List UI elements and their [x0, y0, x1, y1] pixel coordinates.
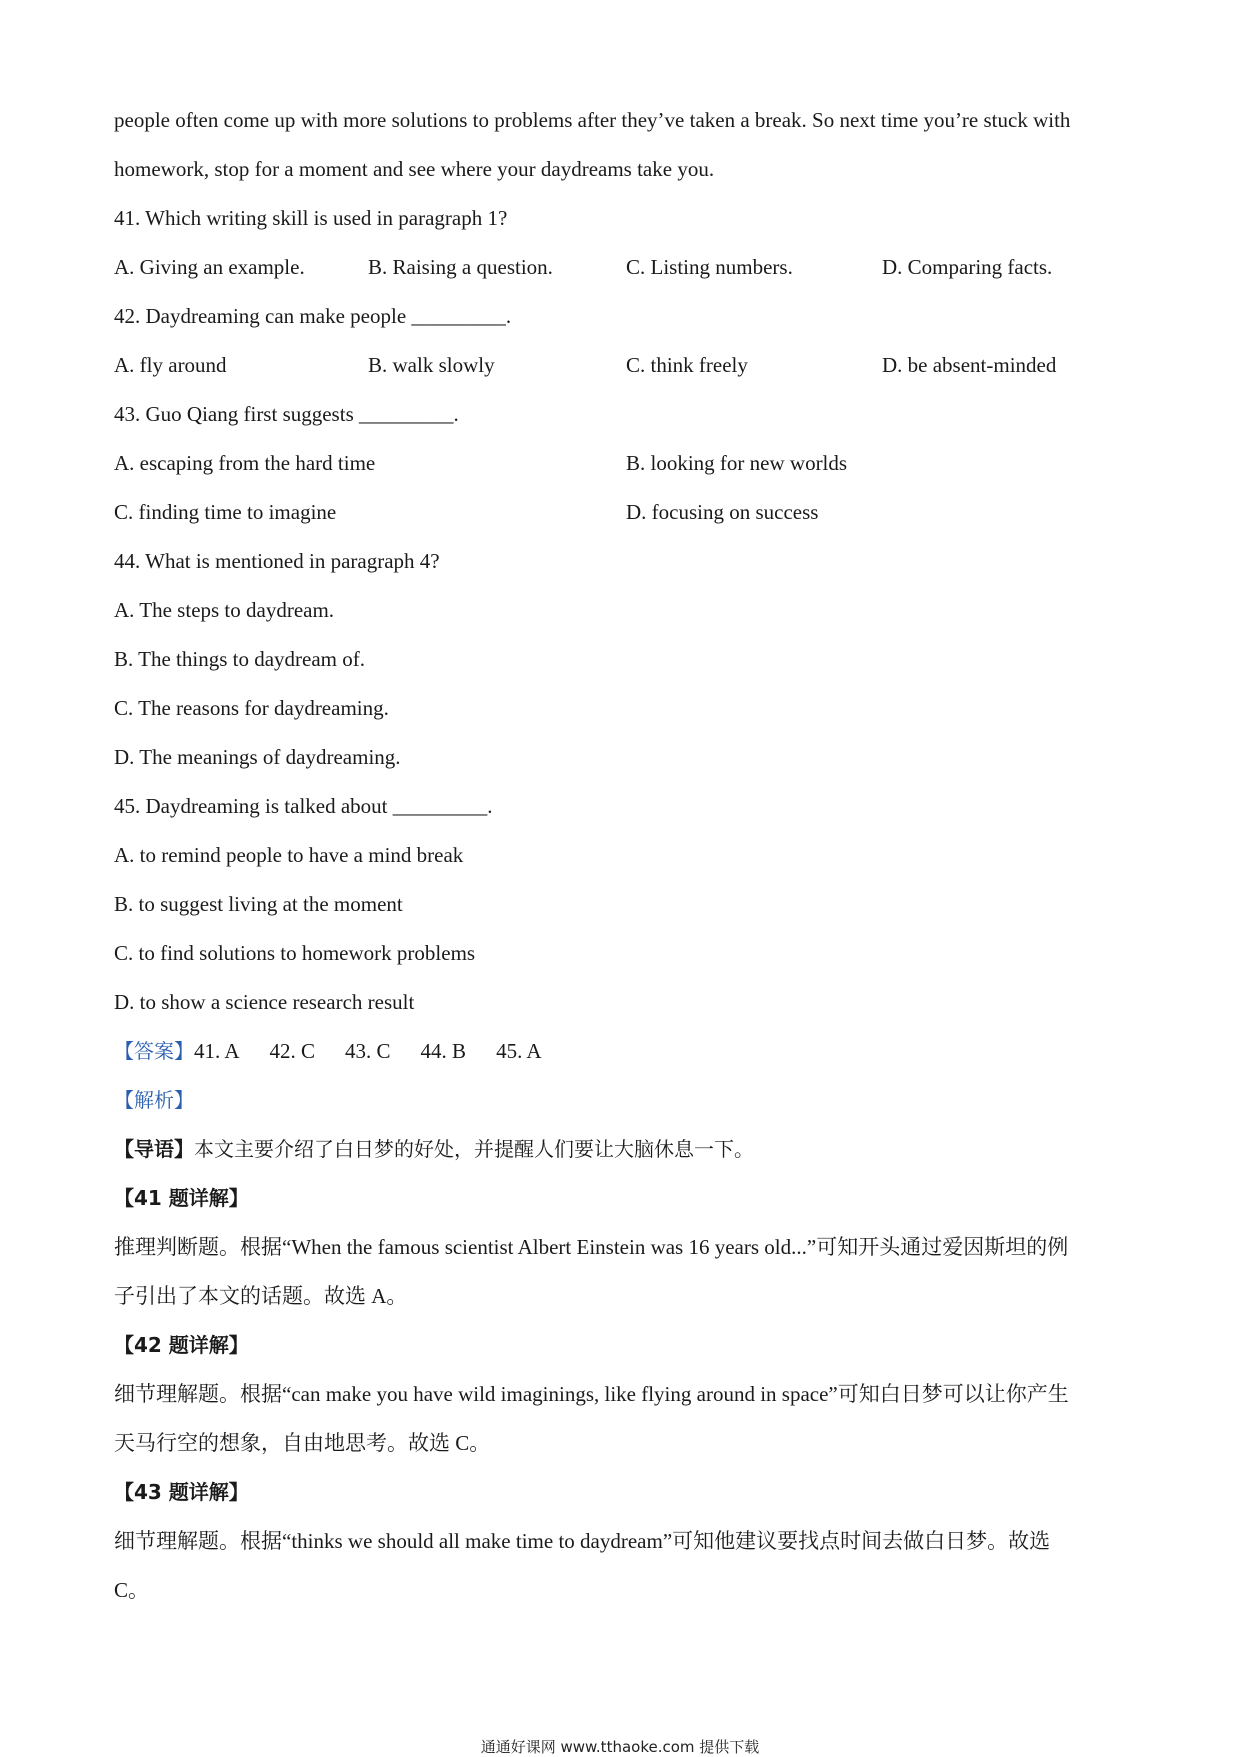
option: A. fly around	[114, 353, 227, 377]
question-stem: 41. Which writing skill is used in paragraph 1?	[114, 206, 508, 230]
option: A. Giving an example.	[114, 255, 305, 279]
option: C. think freely	[626, 353, 748, 377]
option: C. finding time to imagine	[114, 500, 337, 524]
question-stem: 42. Daydreaming can make people _________.	[114, 304, 512, 328]
passage-line: homework, stop for a moment and see where your daydreams take you.	[114, 157, 715, 181]
option: C. Listing numbers.	[626, 255, 793, 279]
detail-text: 天马行空的想象，自由地思考。故选 C。	[114, 1431, 491, 1455]
detail-label: 【41 题详解】	[114, 1186, 249, 1210]
detail-label: 【43 题详解】	[114, 1480, 249, 1504]
option: D. focusing on success	[626, 500, 819, 524]
option: C. The reasons for daydreaming.	[114, 696, 389, 720]
option: D. be absent-minded	[882, 353, 1057, 377]
option: B. walk slowly	[368, 353, 495, 377]
option: C. to find solutions to homework problems	[114, 941, 476, 965]
answer-item: 44. B	[420, 1039, 467, 1063]
intro-label: 【导语】	[114, 1137, 194, 1161]
answer-item: 41. A	[194, 1039, 240, 1063]
option: B. to suggest living at the moment	[114, 892, 403, 916]
question-stem: 43. Guo Qiang first suggests _________.	[114, 402, 459, 426]
option: D. Comparing facts.	[882, 255, 1053, 279]
option: D. to show a science research result	[114, 990, 415, 1014]
option: B. looking for new worlds	[626, 451, 848, 475]
option: A. to remind people to have a mind break	[114, 843, 464, 867]
intro-text: 本文主要介绍了白日梦的好处，并提醒人们要让大脑休息一下。	[194, 1137, 754, 1161]
intro-line	[114, 1135, 754, 1163]
analysis-label: 【解析】	[114, 1088, 194, 1112]
question-stem: 44. What is mentioned in paragraph 4?	[114, 549, 440, 573]
option: B. The things to daydream of.	[114, 647, 365, 671]
option: A. escaping from the hard time	[114, 451, 376, 475]
answer-label: 【答案】	[114, 1039, 194, 1063]
answer-item: 42. C	[269, 1039, 316, 1063]
answer-item: 43. C	[345, 1039, 391, 1063]
option: D. The meanings of daydreaming.	[114, 745, 401, 769]
page-footer: 通通好课网 www.tthaoke.com 提供下载	[480, 1738, 760, 1756]
detail-text: 子引出了本文的话题。故选 A。	[114, 1284, 408, 1308]
detail-text: C。	[114, 1578, 150, 1602]
detail-text: 细节理解题。根据“can make you have wild imaginings, like flying around in space”可知白日梦可以让你产生	[114, 1382, 1069, 1406]
passage-line: people often come up with more solutions to problems after they’ve taken a break. So next time you’re stuck with	[114, 108, 1071, 132]
answer-line	[114, 1037, 572, 1065]
option: B. Raising a question.	[368, 255, 553, 279]
detail-text: 推理判断题。根据“When the famous scientist Albert Einstein was 16 years old...”可知开头通过爱因斯坦的例	[114, 1235, 1069, 1259]
detail-text: 细节理解题。根据“thinks we should all make time to daydream”可知他建议要找点时间去做白日梦。故选	[114, 1529, 1051, 1553]
detail-label: 【42 题详解】	[114, 1333, 249, 1357]
answer-item: 45. A	[496, 1039, 542, 1063]
option: A. The steps to daydream.	[114, 598, 335, 622]
question-stem: 45. Daydreaming is talked about _________.	[114, 794, 493, 818]
